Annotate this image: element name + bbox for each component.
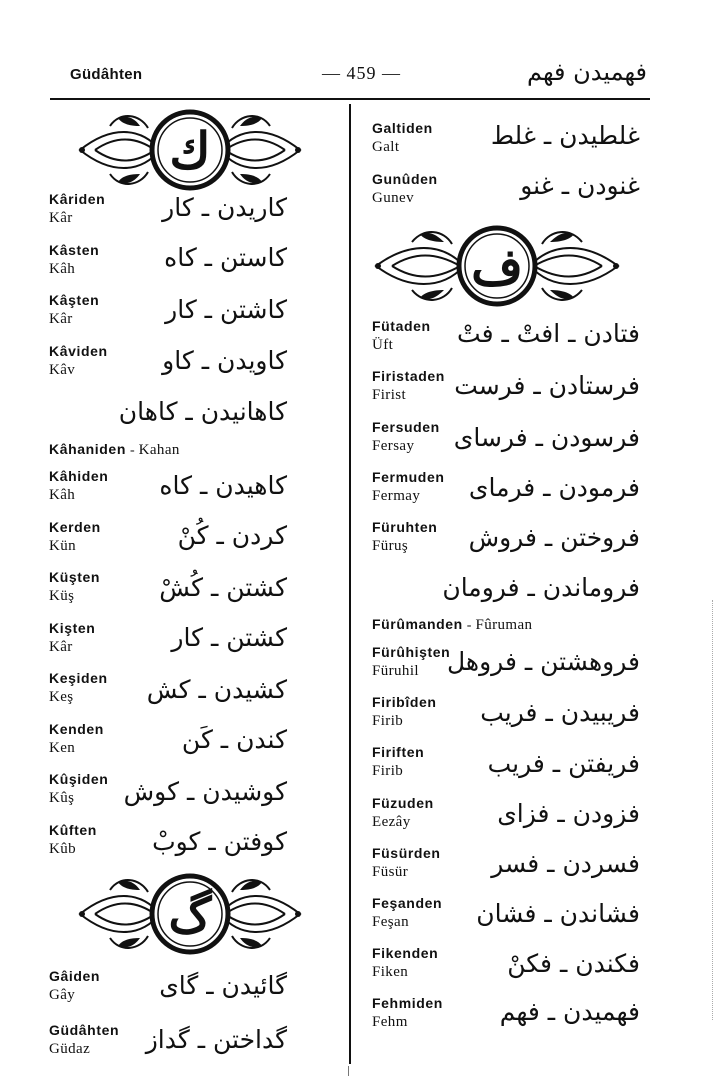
persian-word: فروختن ـ فروش <box>468 523 640 552</box>
right-entry-6 <box>372 518 437 556</box>
root-word: Fehm <box>372 1014 408 1030</box>
left-entry-3 <box>49 342 108 380</box>
right-entry-5 <box>372 468 444 506</box>
turkish-word: Kenden <box>49 721 104 737</box>
root-word: Firist <box>372 387 407 403</box>
right-entry-10 <box>372 693 437 731</box>
root-word: Galt <box>372 139 400 155</box>
right-entry-9 <box>372 643 450 681</box>
turkish-word: Firibîden <box>372 694 437 710</box>
left-entry-11 <box>49 720 104 758</box>
persian-word: فرستادن ـ فرست <box>454 371 640 400</box>
left-entry-6 <box>49 467 108 505</box>
root-word: Keş <box>49 689 74 705</box>
root-word: Feşan <box>372 914 409 930</box>
right-entry-11 <box>372 743 424 781</box>
right-entry-16 <box>372 994 443 1032</box>
page-fold-mark <box>348 1066 349 1076</box>
persian-word: فکندن ـ فکنْ <box>507 949 640 978</box>
persian-word: فرسودن ـ فرسای <box>453 423 640 452</box>
turkish-word: Firiften <box>372 744 425 760</box>
turkish-word: Kâviden <box>49 343 108 359</box>
separator: - <box>466 618 472 633</box>
root-word: Kâh <box>49 261 76 277</box>
persian-word: کاریدن ـ کار <box>162 193 287 222</box>
header-right-word: فهمیدن فهم <box>526 58 647 86</box>
persian-only: فروماندن ـ فرومان <box>442 573 640 602</box>
turkish-word: Fütaden <box>372 318 431 334</box>
persian-word: فشاندن ـ فشان <box>476 899 640 928</box>
persian-word: فسردن ـ فسر <box>491 849 640 878</box>
turkish-word: Kerden <box>49 519 101 535</box>
root-word: Eezây <box>372 814 411 830</box>
root-word: Küş <box>49 588 75 604</box>
root-word: Kün <box>49 538 77 554</box>
turkish-word: Fehmiden <box>372 995 443 1011</box>
left-entry-9 <box>49 619 95 657</box>
turkish-word: Küşten <box>49 569 101 585</box>
root-word: Firib <box>372 763 404 779</box>
persian-word: کاهیدن ـ کاه <box>159 471 287 500</box>
persian-word: کوشیدن ـ کوش <box>123 777 287 806</box>
root-word: Kâv <box>49 362 76 378</box>
persian-word: گداختن ـ گداز <box>145 1025 287 1054</box>
left-entry-0 <box>49 190 105 228</box>
left-entry-8 <box>49 568 100 606</box>
turkish-word: Füzuden <box>372 795 434 811</box>
right-entry-15 <box>372 944 438 982</box>
ornament-kaf <box>70 106 310 194</box>
root-word: Kâh <box>49 487 76 503</box>
right-entry-0 <box>372 119 433 157</box>
root-word: Gây <box>49 987 76 1003</box>
root-word: Füruhil <box>372 663 419 679</box>
turkish-word: Fürûmanden <box>372 616 463 632</box>
persian-word: فرمودن ـ فرمای <box>468 473 640 502</box>
turkish-word: Füsürden <box>372 845 441 861</box>
left-entry-1 <box>49 241 99 279</box>
persian-word: کشیدن ـ کش <box>146 675 287 704</box>
turkish-word: Kişten <box>49 620 96 636</box>
ornament-gaf-letter: گ <box>168 888 212 944</box>
turkish-word: Feşanden <box>372 895 443 911</box>
root-word: Kâr <box>49 210 73 226</box>
turkish-word: Fersuden <box>372 419 440 435</box>
turkish-word: Keşiden <box>49 670 108 686</box>
right-entry-single <box>372 615 532 635</box>
root-word: Fiken <box>372 964 409 980</box>
persian-word: فتادن ـ افتْ ـ فتْ <box>457 319 640 348</box>
page-number: — 459 — <box>322 63 401 83</box>
root-word: Füsür <box>372 864 409 880</box>
left-entry-15 <box>49 1021 119 1059</box>
persian-word: کاشتن ـ کار <box>165 295 287 324</box>
column-divider <box>349 104 351 1064</box>
persian-word: غنودن ـ غنو <box>520 171 640 200</box>
root-word: Kahan <box>138 442 180 458</box>
root-word: Fûruman <box>475 617 533 633</box>
edge-dots <box>706 600 713 1020</box>
persian-word: فروهشتن ـ فروهل <box>446 647 640 676</box>
ornament-kaf-letter: ك <box>169 121 211 180</box>
turkish-word: Füruhten <box>372 519 438 535</box>
root-word: Üft <box>372 337 394 353</box>
persian-word: گائیدن ـ گای <box>159 971 287 1000</box>
right-entry-14 <box>372 894 442 932</box>
root-word: Kûş <box>49 790 75 806</box>
root-word: Füruş <box>372 538 409 554</box>
turkish-word: Kûşiden <box>49 771 109 787</box>
persian-word: فهمیدن ـ فهم <box>499 997 640 1026</box>
left-entry-2 <box>49 291 99 329</box>
turkish-word: Gâiden <box>49 968 101 984</box>
turkish-word: Kâriden <box>49 191 106 207</box>
ornament-fe-letter: ف <box>471 237 523 296</box>
persian-word: کردن ـ کُنْ <box>177 521 287 550</box>
root-word: Gunev <box>372 190 414 206</box>
header-left-word: Güdâhten <box>70 66 143 83</box>
header-rule <box>50 98 650 100</box>
root-word: Fermay <box>372 488 421 504</box>
ornament-gaf <box>70 870 310 958</box>
persian-word: فریبیدن ـ فریب <box>480 698 640 727</box>
left-entry-10 <box>49 669 108 707</box>
turkish-word: Fikenden <box>372 945 439 961</box>
turkish-word: Kâşten <box>49 292 100 308</box>
right-entry-1 <box>372 170 438 208</box>
left-entry-14 <box>49 967 100 1005</box>
right-entry-13 <box>372 844 441 882</box>
persian-word: فریفتن ـ فریب <box>487 749 640 778</box>
ornament-fe <box>372 222 622 310</box>
root-word: Fersay <box>372 438 415 454</box>
root-word: Kâr <box>49 639 73 655</box>
turkish-word: Kûften <box>49 822 97 838</box>
persian-word: کندن ـ کَن <box>181 725 287 754</box>
right-entry-2 <box>372 317 431 355</box>
persian-word: کوفتن ـ کوبْ <box>152 827 287 856</box>
left-entry-12 <box>49 770 108 808</box>
turkish-word: Güdâhten <box>49 1022 120 1038</box>
turkish-word: Kâsten <box>49 242 100 258</box>
right-entry-3 <box>372 367 445 405</box>
persian-word: فزودن ـ فزای <box>497 799 640 828</box>
persian-only: کاهانیدن ـ کاهان <box>118 397 287 426</box>
turkish-word: Gunûden <box>372 171 438 187</box>
left-entry-single <box>49 440 180 460</box>
root-word: Ken <box>49 740 76 756</box>
root-word: Kâr <box>49 311 73 327</box>
left-entry-13 <box>49 821 97 859</box>
persian-word: کشتن ـ کار <box>171 623 287 652</box>
root-word: Güdaz <box>49 1041 91 1057</box>
turkish-word: Kâhiden <box>49 468 109 484</box>
root-word: Kûb <box>49 841 77 857</box>
persian-word: کشتن ـ کُشْ <box>159 573 287 602</box>
turkish-word: Fürûhişten <box>372 644 451 660</box>
right-entry-4 <box>372 418 440 456</box>
turkish-word: Firistaden <box>372 368 445 384</box>
turkish-word: Galtiden <box>372 120 433 136</box>
right-entry-12 <box>372 794 434 832</box>
persian-word: کاویدن ـ کاو <box>162 346 287 375</box>
turkish-word: Kâhaniden <box>49 441 126 457</box>
root-word: Firib <box>372 713 404 729</box>
separator: - <box>129 443 135 458</box>
persian-word: غلطیدن ـ غلط <box>490 121 640 150</box>
left-entry-7 <box>49 518 101 556</box>
turkish-word: Fermuden <box>372 469 445 485</box>
persian-word: کاستن ـ کاه <box>164 243 287 272</box>
